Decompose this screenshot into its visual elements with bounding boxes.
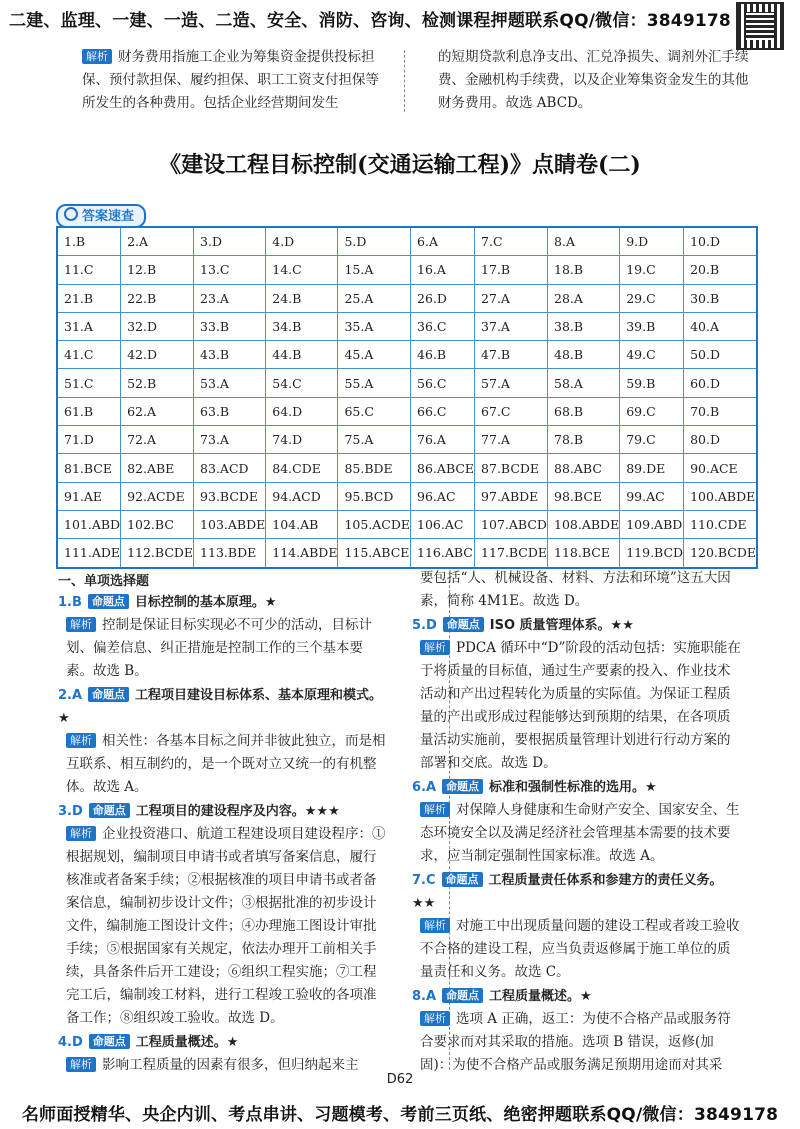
analysis-text: 控制是保证目标实现必不可少的活动，目标计划、偏差信息、纠正措施是控制工作的三个基本要素。故选 B。 [66, 617, 372, 679]
answer-cell: 6.A [411, 227, 475, 256]
answer-cell: 48.B [548, 341, 620, 369]
point-tag: 命题点 [89, 1034, 130, 1049]
answer-cell: 74.D [266, 426, 338, 454]
answer-cell: 77.A [475, 426, 548, 454]
answer-cell: 46.B [411, 341, 475, 369]
answer-cell: 110.CDE [684, 510, 757, 538]
answer-cell: 100.ABDE [684, 482, 757, 510]
answer-cell: 80.D [684, 426, 757, 454]
question-header [58, 684, 388, 730]
answer-cell: 39.B [620, 312, 684, 340]
question-point: 工程质量概述。★ [489, 989, 592, 1004]
right-column [412, 567, 742, 1077]
point-tag: 命题点 [443, 617, 484, 632]
answer-cell: 23.A [194, 284, 266, 312]
answer-cell: 30.B [684, 284, 757, 312]
analysis-text: 企业投资港口、航道工程建设项目建设程序：①根据规划，编制项目申请书或者填写备案信息，履行核准或者备案手续；②根据核准的项目申请书或者备案信息，编制初步设计文件；③根据批准的初步设计文件，编制施工图设计文件；④办理施工图设计审批手续；⑤根据国家有关规定，依法办理开工前相关手续，具备条件后开工建设；⑥组织工程实施；⑦工程完工后，编制竣工材料，进行工程竣工验收的各项准备工作；⑧组织竣工验收。故选 D。 [66, 826, 386, 1026]
point-tag: 命题点 [88, 687, 129, 702]
answer-cell: 16.A [411, 256, 475, 284]
answer-cell: 73.A [194, 426, 266, 454]
answer-cell: 85.BDE [338, 454, 411, 482]
answer-cell: 12.B [121, 256, 194, 284]
answer-cell: 56.C [411, 369, 475, 397]
answer-cell: 75.A [338, 426, 411, 454]
answer-cell: 95.BCD [338, 482, 411, 510]
qr-code-image [736, 2, 784, 50]
answer-row [57, 341, 757, 369]
analysis-text: PDCA 循环中“D”阶段的活动包括：实施职能在于将质量的目标值，通过生产要素的投入、作业技术活动和产出过程转化为质量的实际值。为保证工程质量的产出或形成过程能够达到预期的结果，在各项质量活动实施前，要根据质量管理计划进行行动方案的部署和交底。故选 D。 [420, 640, 741, 771]
answer-cell: 53.A [194, 369, 266, 397]
answer-cell: 22.B [121, 284, 194, 312]
answer-cell: 97.ABDE [475, 482, 548, 510]
answer-cell: 104.AB [266, 510, 338, 538]
analysis-paragraph [412, 1008, 742, 1077]
answer-cell: 35.A [338, 312, 411, 340]
answer-row [57, 256, 757, 284]
analysis-tag: 解析 [420, 640, 450, 655]
question-number: 6.A [412, 780, 437, 795]
question-point: 工程质量责任体系和参建方的责任义务。★★ [412, 873, 723, 911]
answer-cell: 34.B [266, 312, 338, 340]
answer-cell: 40.A [684, 312, 757, 340]
answer-row [57, 397, 757, 425]
answer-cell: 93.BCDE [194, 482, 266, 510]
answer-cell: 7.C [475, 227, 548, 256]
answer-cell: 83.ACD [194, 454, 266, 482]
question-point: 工程项目建设目标体系、基本原理和模式。★ [58, 688, 383, 726]
answer-cell: 82.ABE [121, 454, 194, 482]
answer-cell: 70.B [684, 397, 757, 425]
top-left-text: 财务费用指施工企业为筹集资金提供投标担保、预付款担保、履约担保、职工工资支付担保等所发生的各种费用。包括企业经营期间发生 [82, 49, 379, 111]
question-point: 工程质量概述。★ [135, 1035, 239, 1050]
analysis-paragraph [58, 730, 388, 799]
analysis-paragraph [412, 637, 742, 775]
answer-cell: 88.ABC [548, 454, 620, 482]
top-left-block [82, 46, 392, 115]
answer-row [57, 227, 757, 256]
analysis-tag: 解析 [82, 49, 112, 64]
answer-cell: 20.B [684, 256, 757, 284]
analysis-text: 对保障人身健康和生命财产安全、国家安全、生态环境安全以及满足经济社会管理基本需要的技术要求，应当制定强制性国家标准。故选 A。 [420, 802, 740, 864]
answer-cell: 59.B [620, 369, 684, 397]
answer-table [56, 226, 758, 569]
page-number: D62 [386, 1072, 414, 1087]
question-header [58, 1031, 388, 1054]
answer-cell: 51.C [57, 369, 121, 397]
answer-cell: 52.B [121, 369, 194, 397]
answer-cell: 94.ACD [266, 482, 338, 510]
section-title: 一、单项选择题 [58, 574, 150, 589]
answer-cell: 115.ABCE [338, 539, 411, 568]
answer-row [57, 482, 757, 510]
answer-row [57, 539, 757, 568]
answer-cell: 119.BCD [620, 539, 684, 568]
answer-cell: 1.B [57, 227, 121, 256]
question-number: 2.A [58, 688, 83, 703]
answer-cell: 68.B [548, 397, 620, 425]
right-continuation: 要包括“人、机械设备、材料、方法和环境”这五大因素，简称 4M1E。故选 D。 [420, 570, 731, 609]
answer-cell: 36.C [411, 312, 475, 340]
answer-cell: 98.BCE [548, 482, 620, 510]
answer-cell: 2.A [121, 227, 194, 256]
analysis-tag: 解析 [66, 826, 96, 841]
analysis-tag: 解析 [66, 733, 96, 748]
answer-row [57, 312, 757, 340]
answer-cell: 44.B [266, 341, 338, 369]
answer-cell: 99.AC [620, 482, 684, 510]
answer-cell: 65.C [338, 397, 411, 425]
answer-cell: 24.B [266, 284, 338, 312]
answer-cell: 112.BCDE [121, 539, 194, 568]
answer-cell: 78.B [548, 426, 620, 454]
answer-cell: 11.C [57, 256, 121, 284]
answer-cell: 69.C [620, 397, 684, 425]
answer-cell: 91.AE [57, 482, 121, 510]
answer-cell: 105.ACDE [338, 510, 411, 538]
answer-cell: 63.B [194, 397, 266, 425]
answer-cell: 32.D [121, 312, 194, 340]
answer-cell: 103.ABDE [194, 510, 266, 538]
point-tag: 命题点 [89, 803, 130, 818]
answer-cell: 66.C [411, 397, 475, 425]
answer-cell: 9.D [620, 227, 684, 256]
point-tag: 命题点 [442, 872, 483, 887]
analysis-tag: 解析 [420, 1011, 450, 1026]
answer-row [57, 510, 757, 538]
answer-cell: 102.BC [121, 510, 194, 538]
question-number: 8.A [412, 989, 437, 1004]
answer-cell: 64.D [266, 397, 338, 425]
answer-cell: 62.A [121, 397, 194, 425]
analysis-paragraph [58, 614, 388, 683]
column-divider-top [404, 50, 405, 112]
answer-cell: 71.D [57, 426, 121, 454]
answer-cell: 87.BCDE [475, 454, 548, 482]
answer-cell: 89.DE [620, 454, 684, 482]
answer-row [57, 454, 757, 482]
analysis-tag: 解析 [420, 918, 450, 933]
question-number: 1.B [58, 595, 82, 610]
top-banner: 二建、监理、一建、一造、二造、安全、消防、咨询、检测课程押题联系QQ/微信：3849178 [9, 11, 731, 31]
answer-cell: 15.A [338, 256, 411, 284]
answer-cell: 17.B [475, 256, 548, 284]
answer-cell: 108.ABDE [548, 510, 620, 538]
analysis-paragraph [412, 915, 742, 984]
question-number: 4.D [58, 1035, 83, 1050]
analysis-paragraph [412, 799, 742, 868]
answer-cell: 55.A [338, 369, 411, 397]
question-point: 标准和强制性标准的选用。★ [489, 780, 657, 795]
top-right-text: 的短期贷款利息净支出、汇兑净损失、调剂外汇手续费、金融机构手续费，以及企业筹集资金发生的其他财务费用。故选 ABCD。 [438, 49, 749, 111]
answer-cell: 26.D [411, 284, 475, 312]
answer-cell: 60.D [684, 369, 757, 397]
answer-row [57, 284, 757, 312]
question-header [412, 614, 742, 637]
answer-cell: 38.B [548, 312, 620, 340]
analysis-paragraph [58, 823, 388, 1030]
page-title: 《建设工程目标控制(交通运输工程)》点睛卷(二) [159, 152, 641, 178]
answer-cell: 14.C [266, 256, 338, 284]
point-tag: 命题点 [88, 594, 129, 609]
answer-cell: 3.D [194, 227, 266, 256]
answer-cell: 28.A [548, 284, 620, 312]
search-icon [64, 207, 78, 221]
answer-cell: 29.C [620, 284, 684, 312]
answer-cell: 101.ABD [57, 510, 121, 538]
answer-cell: 72.A [121, 426, 194, 454]
answer-cell: 67.C [475, 397, 548, 425]
analysis-text: 选项 A 正确，返工：为使不合格产品或服务符合要求而对其采取的措施。选项 B 错误，返修(加固)：为使不合格产品或服务满足预期用途而对其采 [420, 1011, 731, 1073]
answer-cell: 92.ACDE [121, 482, 194, 510]
answer-cell: 13.C [194, 256, 266, 284]
question-header [412, 869, 742, 915]
answer-label-text: 答案速查 [82, 209, 135, 224]
answer-cell: 117.BCDE [475, 539, 548, 568]
answer-cell: 18.B [548, 256, 620, 284]
question-header [58, 800, 388, 823]
answer-cell: 79.C [620, 426, 684, 454]
question-number: 3.D [58, 804, 83, 819]
answer-cell: 76.A [411, 426, 475, 454]
answer-cell: 81.BCE [57, 454, 121, 482]
answer-cell: 107.ABCD [475, 510, 548, 538]
bottom-banner: 名师面授精华、央企内训、考点串讲、习题模考、考前三页纸、绝密押题联系QQ/微信：3849178 [21, 1105, 779, 1125]
answer-cell: 118.BCE [548, 539, 620, 568]
analysis-tag: 解析 [66, 617, 96, 632]
answer-cell: 111.ADE [57, 539, 121, 568]
analysis-tag: 解析 [420, 802, 450, 817]
answer-cell: 120.BCDE [684, 539, 757, 568]
question-point: ISO 质量管理体系。★★ [489, 618, 634, 633]
question-number: 5.D [412, 618, 437, 633]
point-tag: 命题点 [442, 988, 483, 1003]
answer-row [57, 426, 757, 454]
answer-cell: 106.AC [411, 510, 475, 538]
answer-cell: 90.ACE [684, 454, 757, 482]
answer-cell: 8.A [548, 227, 620, 256]
answer-cell: 4.D [266, 227, 338, 256]
question-point: 工程项目的建设程序及内容。★★★ [135, 804, 340, 819]
answer-cell: 42.D [121, 341, 194, 369]
answer-cell: 113.BDE [194, 539, 266, 568]
answer-cell: 84.CDE [266, 454, 338, 482]
answer-cell: 50.D [684, 341, 757, 369]
point-tag: 命题点 [442, 779, 483, 794]
analysis-text: 影响工程质量的因素有很多，但归纳起来主 [102, 1057, 359, 1073]
left-column [58, 590, 388, 1077]
answer-cell: 19.C [620, 256, 684, 284]
answer-cell: 21.B [57, 284, 121, 312]
question-point: 目标控制的基本原理。★ [134, 595, 277, 610]
answer-cell: 116.ABC [411, 539, 475, 568]
answer-cell: 96.AC [411, 482, 475, 510]
answer-cell: 43.B [194, 341, 266, 369]
answer-cell: 27.A [475, 284, 548, 312]
answer-cell: 5.D [338, 227, 411, 256]
answer-cell: 86.ABCE [411, 454, 475, 482]
answer-row [57, 369, 757, 397]
answer-cell: 58.A [548, 369, 620, 397]
answer-cell: 25.A [338, 284, 411, 312]
answer-cell: 61.B [57, 397, 121, 425]
question-number: 7.C [412, 873, 436, 888]
answer-cell: 114.ABDE [266, 539, 338, 568]
answer-cell: 45.A [338, 341, 411, 369]
answer-cell: 37.A [475, 312, 548, 340]
answer-cell: 109.ABD [620, 510, 684, 538]
answer-cell: 31.A [57, 312, 121, 340]
answer-cell: 57.A [475, 369, 548, 397]
question-header [58, 591, 388, 614]
answer-cell: 47.B [475, 341, 548, 369]
analysis-text: 对施工中出现质量问题的建设工程或者竣工验收不合格的建设工程，应当负责返修属于施工单位的质量责任和义务。故选 C。 [420, 918, 740, 980]
answer-cell: 10.D [684, 227, 757, 256]
question-header [412, 776, 742, 799]
answer-cell: 41.C [57, 341, 121, 369]
analysis-text: 相关性：各基本目标之间并非彼此独立，而是相互联系、相互制约的，是一个既对立又统一的有机整体。故选 A。 [66, 733, 386, 795]
answer-cell: 54.C [266, 369, 338, 397]
answer-cell: 49.C [620, 341, 684, 369]
question-header [412, 985, 742, 1008]
analysis-tag: 解析 [66, 1057, 96, 1072]
answer-quick-label [56, 204, 146, 228]
answer-cell: 33.B [194, 312, 266, 340]
